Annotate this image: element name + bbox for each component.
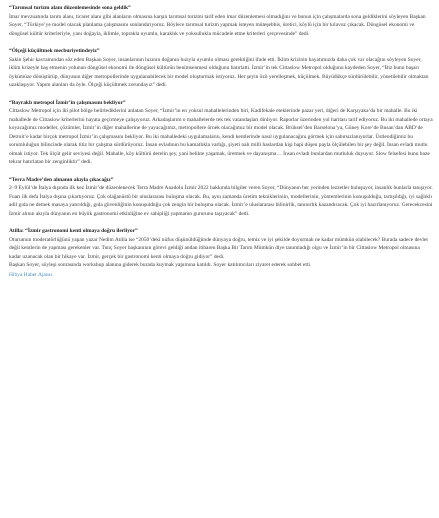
section-paragraph: İmar mevzuatında tarım alanı, ticaret alanı gibi alanların olmasına karşın tarımsal turizmi tarif eden imar düzenlemesi olmadığını ve bunun için çalışmalarda sona geldiklerini söyleyen Başkan Soyer, “Türkiye’ye model olacak planlama çalışmasını sonlandırıyoruz. Böylece tarımsal turizm yapmak isteyen müteşebbis, üretici, köylü için bir kılavuz çıkacak. Döngüsel ekonomi ve döngüsel kültür kriterleriyle, yanı doğayla, iklimle, toprakla uyumlu, karaklık ve yoksullukla mücadele etme kriterleri çerçevesinde” dedi. [9,13,426,37]
section-heading: “Bayraklı metropol İzmir’in çalışmasını bekliyor” [9,99,126,106]
section-paragraph: Sakin Şehir kavramından söz eden Başkan Soyer, insanlarının hızının doğanın hızıyla uyumlu olması gerektiğini ifade etti. İklim krizinin hayatımızda daha çok var olacağını söyleyen Soyer, iklim krizeyle baş etmenin yolunun döngüsel ekonomi ile döngüsel kültürün benimsenmesi olduğunu hatırlattı. İzmir’in tek Cittaslow Metropol olduğunu kaydeden Soyer, “Biz bunu başarı öykümüze dönüştürüp, dünyanın diğer metropollerinde uygulanabilecek bir model oluşturmak istiyoruz. Her şeyin özü yerelleşmek, küçülmek. Büyüdükçe sürdürülebilir, yönetilebilir olmaktan uzaklaşıyor. Yapım alanları da öyle. Ölçeği küçültmek zorundayız” dedi. [9,56,429,88]
section-tarimsal-turizm [9,4,433,38]
section-heading: “Ölçeği küçültmek mecburiyetindeyiz” [9,48,100,54]
section-heading: “Terra Madre’den alınanın akıyla çıkacağız” [9,176,114,183]
section-paragraph: Cittaslow Metropol için iki pilot bölge belirlediklerini anlatan Soyer, “İzmir’in en yoksul mahallelerinden biri, Kadifekale eteklerinde pazar yeri, diğeri de Karşıyaka’da bir mahalle. Bu iki mahallede de Cittaslow kriterlerini hayata geçirmeye çalışıyoruz. Arkadaşlarım o mahallelerde tek tek vatandaşları dinliyor. Raporlar üzerinden yol haritası tarif ediyoruz. Bu iki mahallede ortaya koyacağımız modeller, çözümler, İzmir’in diğer mahallerine de yayacağımız, metropollere örnek olacağımız bir model olacak. Brüksel’den Barselona’ya, Güney Kore’de Busan’dan ABD’de Detroit’e kadar birçok metropol İzmir’in çalışmasını bekliyor. Bu iki mahalledeki uygulamaların, kendi kentlerinde nasıl uygulanacağını görmek için sabırsızlanıyorlar. Üstlendiğimiz bu sorumluluğun bilincinde olarak titiz bir çalışma sürdürüyoruz. İnsan evladının bu kamatlıkla varlığı, şiyeti nalı milli haslardan kişi bapi düşen payla ölçülebilen bir şey değil. İnsan evladı mutlu olmak istiyor. Tek ölçüt gelir seviyesi değil. Mahalle, köy kültürü derelin şey, yani belikte yaşamak, üretmek ve dayanışma… İnsan evladı bunlardan mutluluk duyuyor. Slow felsefesi bunu baze tekrar hatırlatan bir zenginliktir” dedi. [9,108,433,165]
section-paragraph: 2–9 Eylül’de İtalya dışında ilk kez İzmir’de düzenlenecek Terra Madre Anadolu İzmir 2022 hakkında bilgiler veren Soyer, “Dünyanın her yerinden lezzetler buluşuyor, insanlık bunlarla tanışıyor. Fuarı ilk defa İtalya dışına çıkartıyoruz. Çok olağanüstü bir uluslararası buluşma olacak. Bu, aynı zamanda üretim teknikleriniin, modellerinin, yöntemlerinin konuşulduğu, tartışıldığı, iyi sağlıklı adil gıda ne demek masaya yatırıldığı, gıda güvenliğinin konuşulduğu çok zengin bir buluşma olacak. İzmir’e uluslararası bilinirlik, tanınırlık kazandıracak. Çok iyi hazırlanıyoruz. Gerecekcesini İzmir alının akıyla dünyanın en büyük gastronomi etkinliğine ev sahipliği yapmanın gururunu taşıyacak” dedi. [9,185,433,217]
section-paragraph: Oturumun moderatörlüğünü yapan yazar Nedim Atilla ise “2050’deki nüfus düşünüldüğünde dünyaya doğru, temiz ve iyi şekilde doyurmak ne kadar mümkün olabilecek? Burada sadece devlet değil kentlerin de yapması gerekenler var. Tunç Soyer başkanının görevi geldiği andan itibaren Başka Bir Tarım Mümkün diye tanımladığı olgu ve İzmir’in bir Cittaslow Metropol olmasına kadar uzanacak olan bir hikaye var. İzmir, gerçek bir gastronomi kenti olmaya doğru gidiyor” dedi. [9,236,428,260]
section-bayrakli-metropol [9,99,433,167]
source-link[interactable]: Hibya Haber Ajansı [9,271,53,278]
section-olcegi-kucultmek [9,47,433,90]
section-terra-madre [9,176,433,219]
section-heading: Atilla: “İzmir gastronomi kenti olmaya doğru ilerliyor” [9,228,138,234]
section-heading: “Tarımsal turizm alanı düzenlemesinde sona geldik” [9,5,131,11]
section-paragraph: Başkan Soyer, söyleşi sonrasında workshop alanına giderek burada kuymak yapımına katıldı. Soyer katılımcıları ziyaret ederek sohbet etti. [9,262,312,268]
section-atilla-gastronomi [9,227,433,279]
